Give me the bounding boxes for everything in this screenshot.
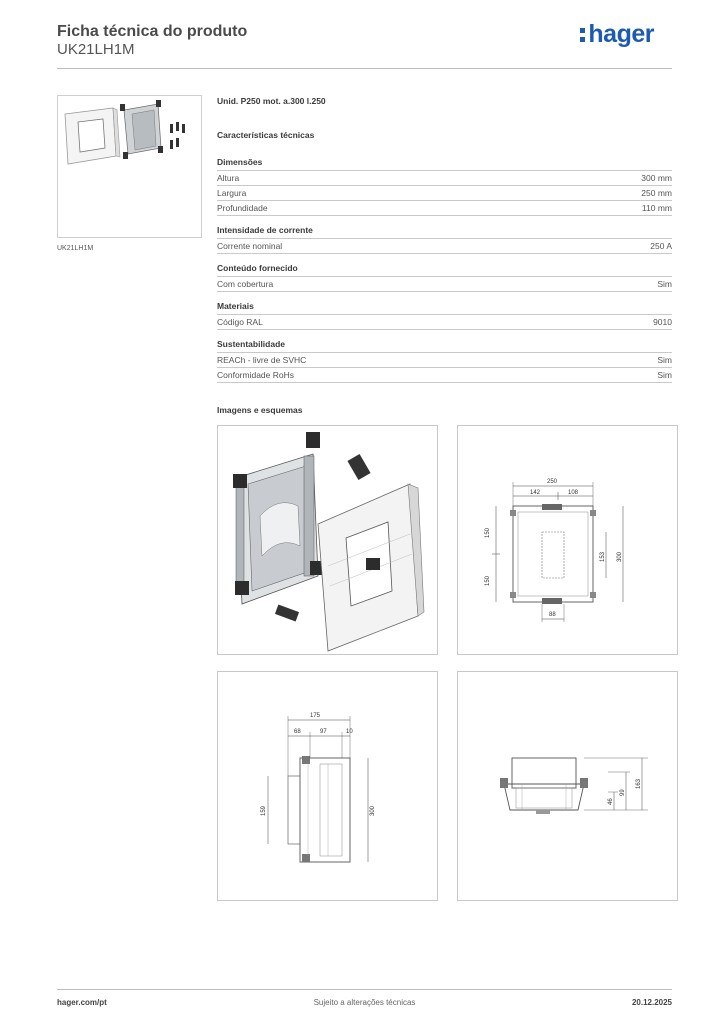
dim-d3: 10 [346,729,353,735]
footer-date: 20.12.2025 [631,998,672,1007]
spec-row: REACh - livre de SVHC Sim [217,353,672,368]
group-title: Dimensões [217,157,672,171]
spec-row: Corrente nominal 250 A [217,239,672,254]
dim-inner-height: 153 [600,551,606,562]
hager-logo: hager [580,20,654,49]
dim-bottom-height: 150 [485,575,491,586]
specifications [217,96,672,392]
group-title: Sustentabilidade [217,339,672,353]
front-dimension-drawing [457,425,678,655]
group-title: Intensidade de corrente [217,225,672,239]
spec-group-materials [217,301,672,330]
spec-row: Com cobertura Sim [217,277,672,292]
dim-d1: 68 [294,729,301,735]
group-title: Materiais [217,301,672,315]
spec-section-title: Características técnicas [217,130,315,140]
dim-d2: 97 [320,729,327,735]
dim-right: 108 [568,490,579,496]
product-reference: UK21LH1M [57,41,135,58]
spec-row: Largura 250 mm [217,186,672,201]
dim-top-height: 150 [485,527,491,538]
dim-depth: 175 [310,713,321,719]
product-name: Unid. P250 mot. a.300 l.250 [217,96,326,106]
dim-height: 300 [370,805,376,816]
side-dimension-drawing [217,671,438,901]
spec-group-current [217,225,672,254]
images-section-title: Imagens e esquemas [217,405,303,415]
page-title: Ficha técnica do produto [57,23,248,40]
spec-group-dimensions [217,157,672,216]
spec-row: Profundidade 110 mm [217,201,672,216]
dim-h2: 99 [620,789,626,796]
page-footer [57,989,672,1007]
spec-row: Altura 300 mm [217,171,672,186]
spec-group-content [217,263,672,292]
top-dimension-drawing [457,671,678,901]
spec-row: Código RAL 9010 [217,315,672,330]
dim-inner-height: 159 [261,805,267,816]
dim-bottom-width: 88 [549,612,556,618]
group-title: Conteúdo fornecido [217,263,672,277]
dim-left: 142 [530,490,541,496]
footer-notice: Sujeito a alterações técnicas [313,998,416,1007]
dim-h1: 46 [608,798,614,805]
dim-width: 250 [547,479,558,485]
spec-row: Conformidade RoHs Sim [217,368,672,383]
footer-website-link[interactable]: hager.com/pt [57,998,107,1007]
logo-dots-icon [580,26,586,44]
thumbnail-caption: UK21LH1M [57,245,94,252]
spec-group-sustainability [217,339,672,383]
dim-height: 300 [617,551,623,562]
exploded-view-image [217,425,438,655]
product-thumbnail [57,95,202,238]
dim-h3: 163 [636,778,642,789]
page-header [57,20,672,69]
